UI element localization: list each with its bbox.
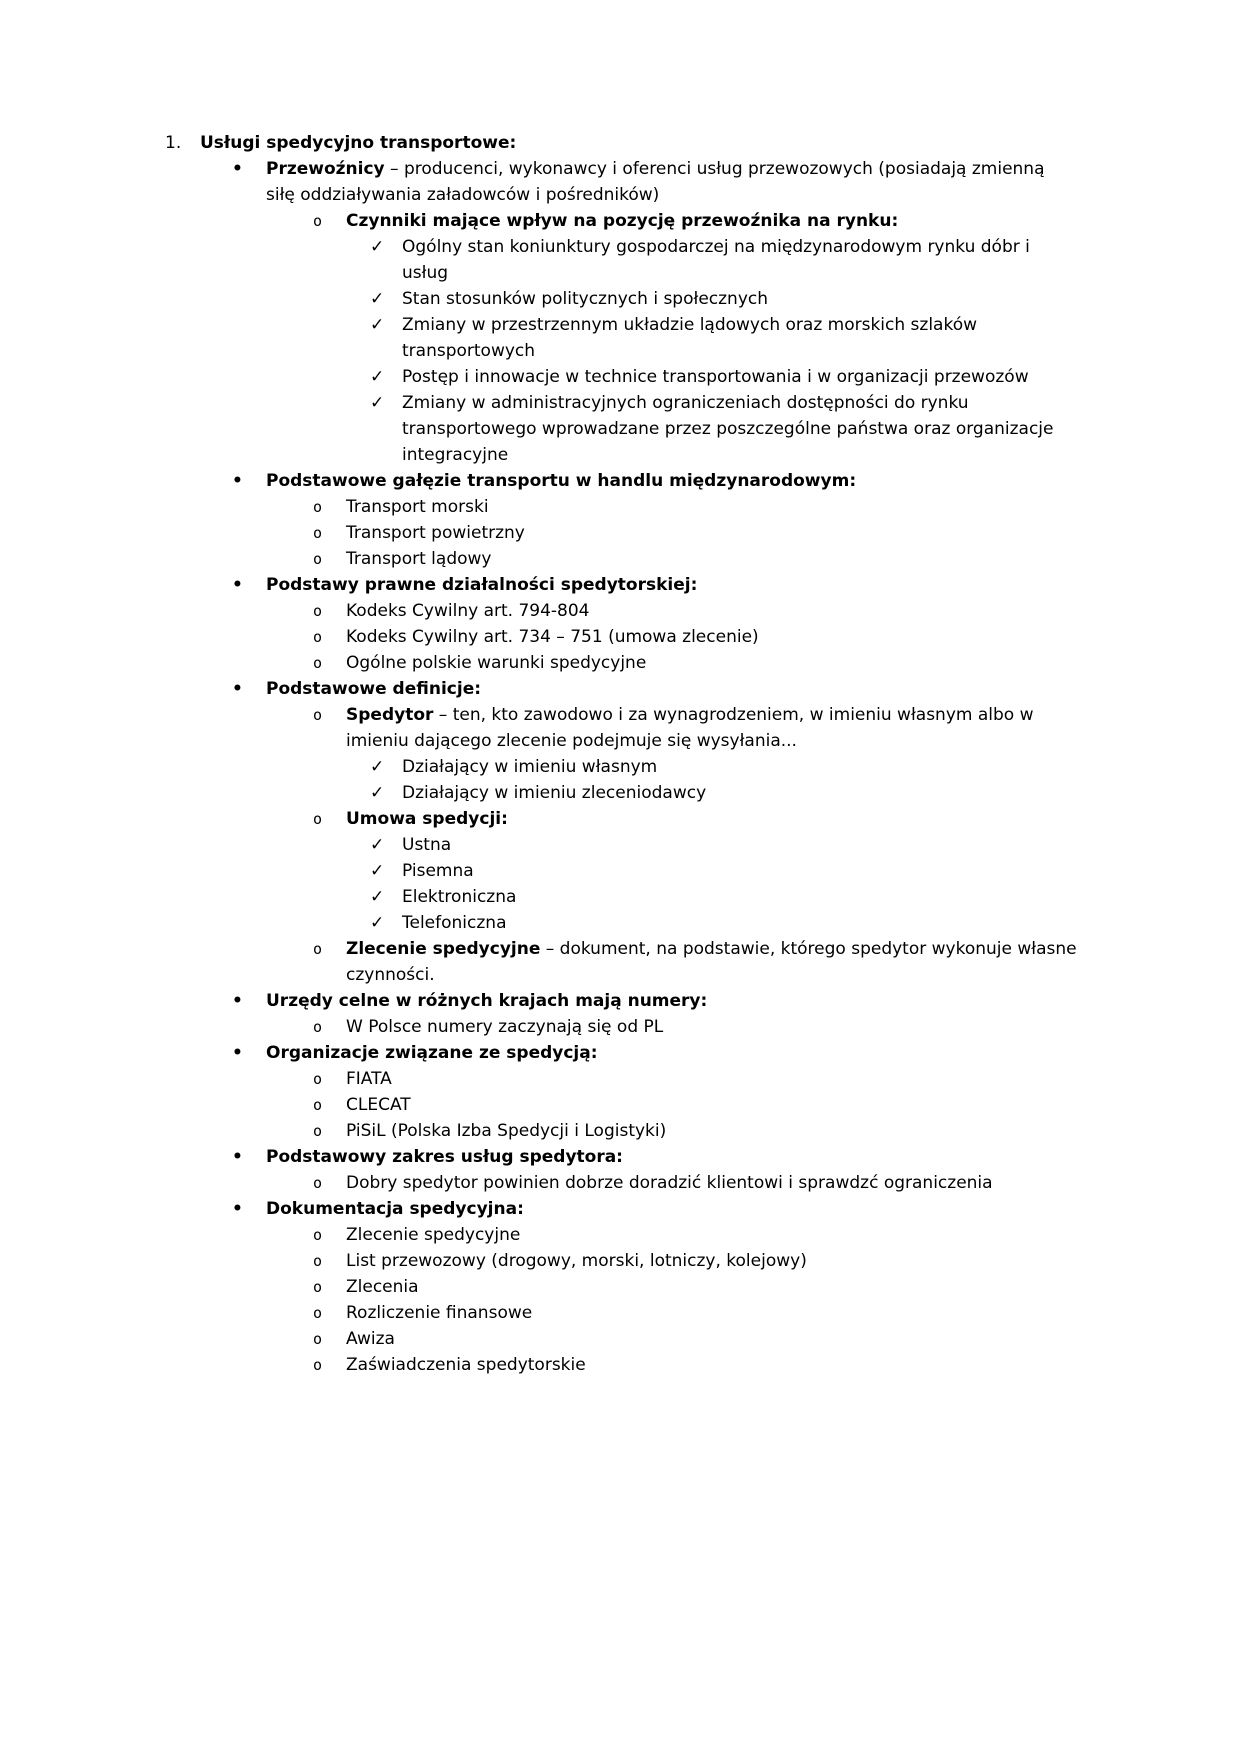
outline-item-text [266, 988, 1077, 1014]
outline-item-text [266, 1196, 1077, 1222]
outline-item-text: Transport morski [346, 497, 489, 517]
outline-item-level1 [165, 468, 1077, 494]
outline-item-level2 [165, 1222, 1077, 1248]
circle-bullet-icon: o [313, 1096, 323, 1114]
outline-item-bold-text: Podstawowy zakres usług spedytora: [266, 1147, 623, 1167]
outline-item-text [266, 1040, 1077, 1066]
outline-item-text: Zaświadczenia spedytorskie [346, 1355, 586, 1375]
outline-item-level2 [165, 1326, 1077, 1352]
outline-item-text: Elektroniczna [402, 887, 517, 907]
check-bullet-icon: ✓ [370, 757, 385, 777]
outline-item-text [346, 806, 1077, 832]
check-bullet-icon: ✓ [370, 783, 385, 803]
circle-bullet-icon: o [313, 550, 323, 568]
outline-item-level2 [165, 546, 1077, 572]
outline-item-level1 [165, 1040, 1077, 1066]
outline-item-level2 [165, 1274, 1077, 1300]
circle-bullet-icon: o [313, 1304, 323, 1322]
circle-bullet-icon: o [313, 1356, 323, 1374]
outline-item-bold-text: Przewoźnicy [266, 159, 385, 179]
disc-bullet-icon: • [232, 1199, 243, 1219]
outline-item-level2 [165, 1352, 1077, 1378]
outline-item-text: Zlecenie spedycyjne [346, 1225, 521, 1245]
outline-item-text [266, 468, 1077, 494]
outline-item-text: Stan stosunków politycznych i społecznych [402, 289, 769, 309]
outline-item-level3 [165, 832, 1077, 858]
circle-bullet-icon: o [313, 1278, 323, 1296]
disc-bullet-icon: • [232, 575, 243, 595]
outline-item-text: Telefoniczna [402, 913, 507, 933]
check-bullet-icon: ✓ [370, 367, 385, 387]
outline-item-text: PiSiL (Polska Izba Spedycji i Logistyki) [346, 1121, 667, 1141]
outline [165, 130, 1077, 1378]
outline-item-level2 [165, 598, 1077, 624]
outline-item-text: Zlecenie spedycyjne – dokument, na podstawie, którego spedytor wykonuje własne czynności. [346, 939, 1077, 985]
check-bullet-icon: ✓ [370, 913, 385, 933]
outline-item-level1 [165, 1144, 1077, 1170]
outline-item-level3 [165, 312, 1077, 364]
circle-bullet-icon: o [313, 1018, 323, 1036]
outline-item-text: Zmiany w przestrzennym układzie lądowych oraz morskich szlaków transportowych [402, 315, 978, 361]
outline-item-bold-text: Spedytor [346, 705, 434, 725]
outline-item-level2 [165, 936, 1077, 988]
outline-item-level2 [165, 1066, 1077, 1092]
outline-item-level1 [165, 676, 1077, 702]
outline-item-text: Działający w imieniu własnym [402, 757, 658, 777]
outline-item-bold-text: Organizacje związane ze spedycją: [266, 1043, 598, 1063]
outline-item-text: W Polsce numery zaczynają się od PL [346, 1017, 664, 1037]
outline-items [165, 156, 1077, 1378]
outline-item-text: FIATA [346, 1069, 392, 1089]
outline-item-text: Spedytor – ten, kto zawodowo i za wynagrodzeniem, w imieniu własnym albo w imieniu dającego zlecenie podejmuje się wysyłania... [346, 705, 1034, 751]
outline-item-level3 [165, 884, 1077, 910]
disc-bullet-icon: • [232, 991, 243, 1011]
circle-bullet-icon: o [313, 1122, 323, 1140]
check-bullet-icon: ✓ [370, 315, 385, 335]
outline-item-text: CLECAT [346, 1095, 411, 1115]
outline-item-level3 [165, 858, 1077, 884]
outline-item-level3 [165, 364, 1077, 390]
outline-item-level3 [165, 910, 1077, 936]
outline-item-level3 [165, 780, 1077, 806]
outline-item-level1 [165, 572, 1077, 598]
page-title: Usługi spedycyjno transportowe: [200, 133, 517, 153]
check-bullet-icon: ✓ [370, 289, 385, 309]
check-bullet-icon: ✓ [370, 887, 385, 907]
outline-item-text [266, 676, 1077, 702]
disc-bullet-icon: • [232, 1043, 243, 1063]
circle-bullet-icon: o [313, 1252, 323, 1270]
outline-item-text [266, 572, 1077, 598]
outline-item-level3 [165, 390, 1077, 468]
outline-item-level1 [165, 1196, 1077, 1222]
circle-bullet-icon: o [313, 810, 323, 828]
outline-item-text: Ogólny stan koniunktury gospodarczej na międzynarodowym rynku dóbr i usług [402, 237, 1030, 283]
check-bullet-icon: ✓ [370, 835, 385, 855]
circle-bullet-icon: o [313, 1226, 323, 1244]
outline-item-text: Zlecenia [346, 1277, 419, 1297]
outline-item-level2 [165, 806, 1077, 832]
outline-item-level2 [165, 702, 1077, 754]
outline-item-text: Transport lądowy [346, 549, 492, 569]
outline-item-bold-text: Zlecenie spedycyjne [346, 939, 541, 959]
outline-item-text: Postęp i innowacje w technice transportowania i w organizacji przewozów [402, 367, 1029, 387]
outline-item-text: Ogólne polskie warunki spedycyjne [346, 653, 647, 673]
outline-item-level2 [165, 520, 1077, 546]
disc-bullet-icon: • [232, 679, 243, 699]
circle-bullet-icon: o [313, 1070, 323, 1088]
outline-item-text: Kodeks Cywilny art. 794-804 [346, 601, 590, 621]
outline-item-text: Transport powietrzny [346, 523, 525, 543]
outline-item-level2 [165, 1170, 1077, 1196]
outline-item-level3 [165, 234, 1077, 286]
outline-item-level1 [165, 156, 1077, 208]
outline-item-text [346, 208, 1077, 234]
outline-item-text: Kodeks Cywilny art. 734 – 751 (umowa zlecenie) [346, 627, 759, 647]
outline-item-level2 [165, 1092, 1077, 1118]
check-bullet-icon: ✓ [370, 393, 385, 413]
circle-bullet-icon: o [313, 940, 323, 958]
circle-bullet-icon: o [313, 1174, 323, 1192]
outline-item-text [266, 1144, 1077, 1170]
list-number: 1. [165, 133, 182, 153]
outline-item-text: List przewozowy (drogowy, morski, lotniczy, kolejowy) [346, 1251, 807, 1271]
circle-bullet-icon: o [313, 602, 323, 620]
circle-bullet-icon: o [313, 1330, 323, 1348]
outline-item-text: Ustna [402, 835, 452, 855]
outline-item-level3 [165, 286, 1077, 312]
disc-bullet-icon: • [232, 1147, 243, 1167]
circle-bullet-icon: o [313, 212, 323, 230]
circle-bullet-icon: o [313, 628, 323, 646]
outline-item-text: Rozliczenie finansowe [346, 1303, 533, 1323]
outline-item-text: Zmiany w administracyjnych ograniczeniach dostępności do rynku transportowego wprowadzane przez poszczególne państwa oraz organizacje integracyjne [402, 393, 1054, 465]
outline-item-level2 [165, 624, 1077, 650]
outline-item-level2 [165, 1014, 1077, 1040]
outline-item-bold-text: Czynniki mające wpływ na pozycję przewoźnika na rynku: [346, 211, 899, 231]
outline-item-level2 [165, 1248, 1077, 1274]
check-bullet-icon: ✓ [370, 861, 385, 881]
outline-item-level2 [165, 1118, 1077, 1144]
outline-item-level2 [165, 650, 1077, 676]
outline-item-bold-text: Podstawowe definicje: [266, 679, 482, 699]
outline-item-text: Dobry spedytor powinien dobrze doradzić klientowi i sprawdzć ograniczenia [346, 1173, 993, 1193]
outline-item-bold-text: Podstawowe gałęzie transportu w handlu międzynarodowym: [266, 471, 857, 491]
circle-bullet-icon: o [313, 498, 323, 516]
outline-item-bold-text: Umowa spedycji: [346, 809, 508, 829]
disc-bullet-icon: • [232, 471, 243, 491]
outline-item-level2 [165, 1300, 1077, 1326]
circle-bullet-icon: o [313, 524, 323, 542]
circle-bullet-icon: o [313, 706, 323, 724]
outline-item-level1 [165, 988, 1077, 1014]
outline-item-text: Działający w imieniu zleceniodawcy [402, 783, 707, 803]
outline-item-text: Pisemna [402, 861, 474, 881]
outline-item-level3 [165, 754, 1077, 780]
outline-item-bold-text: Urzędy celne w różnych krajach mają numery: [266, 991, 708, 1011]
outline-item-bold-text: Podstawy prawne działalności spedytorskiej: [266, 575, 698, 595]
circle-bullet-icon: o [313, 654, 323, 672]
outline-item-level2 [165, 494, 1077, 520]
outline-heading-row [165, 130, 1077, 156]
outline-item-bold-text: Dokumentacja spedycyjna: [266, 1199, 524, 1219]
outline-item-text: Przewoźnicy – producenci, wykonawcy i oferenci usług przewozowych (posiadają zmienną siłę oddziaływania załadowców i pośredników) [266, 159, 1045, 205]
disc-bullet-icon: • [232, 159, 243, 179]
outline-item-text: Awiza [346, 1329, 395, 1349]
check-bullet-icon: ✓ [370, 237, 385, 257]
outline-item-level2 [165, 208, 1077, 234]
